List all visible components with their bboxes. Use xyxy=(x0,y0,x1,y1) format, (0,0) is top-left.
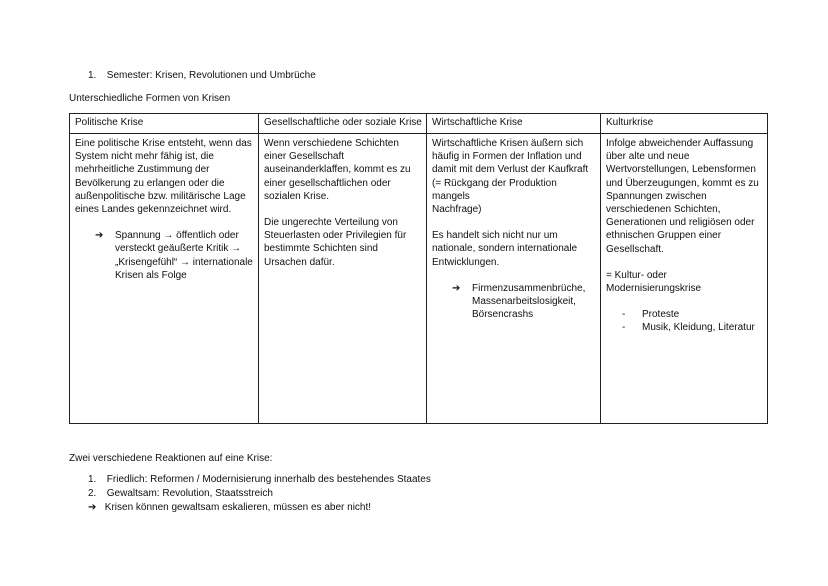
cultural-paragraph-2 xyxy=(606,269,763,295)
economic-paragraph-2 xyxy=(432,229,596,269)
list-item-text: Proteste xyxy=(642,309,680,321)
text-line: Börsencrashs xyxy=(472,309,534,321)
text-line: häufig in Formen der Inflation und xyxy=(432,151,582,163)
text-line: Massenarbeitslosigkeit, xyxy=(472,296,576,308)
cultural-dash-list xyxy=(606,308,763,334)
political-text xyxy=(75,137,254,216)
text-line: „Krisengefühl“ → internationale xyxy=(115,256,253,268)
text-line: damit mit dem Verlust der Kaufkraft xyxy=(432,164,589,176)
cell-cultural xyxy=(601,134,768,424)
text-line: außenpolitische bzw. militärische Lage xyxy=(75,190,246,202)
text-line: sozialen Krise. xyxy=(264,190,330,202)
social-paragraph-2 xyxy=(264,216,422,269)
text-line: Wenn verschiedene Schichten xyxy=(264,138,399,149)
dash-bullet: - xyxy=(622,322,626,334)
text-line: Entwicklungen. xyxy=(432,256,500,268)
text-line: auseinanderklaffen, kommt es zu xyxy=(264,164,411,176)
list-number: 2. xyxy=(88,488,97,499)
text-line: Generationen und religiösen oder xyxy=(606,217,755,229)
list-item-text: Gewaltsam: Revolution, Staatsstreich xyxy=(106,488,273,499)
list-number: 1. xyxy=(88,474,97,485)
text-line: Wertvorstellungen, Lebensformen xyxy=(606,164,756,176)
text-line: Infolge abweichender Auffassung xyxy=(606,138,754,149)
text-line: Gesellschaft. xyxy=(606,243,664,255)
text-line: (= Rückgang der Produktion mangels xyxy=(432,177,557,202)
cell-economic xyxy=(427,134,601,424)
text-line: Spannung → öffentlich oder xyxy=(115,230,239,242)
text-line: verschiedenen Schichten, xyxy=(606,204,721,216)
text-line: Ursachen dafür. xyxy=(264,256,335,268)
text-line: Bevölkerung zu erlangen oder die xyxy=(75,177,225,189)
arrow-icon: ➔ xyxy=(95,230,104,242)
header-cultural: Kulturkrise xyxy=(601,114,768,134)
text-line: einer Gesellschaft xyxy=(264,151,345,163)
header-political: Politische Krise xyxy=(70,114,259,134)
cell-political xyxy=(70,134,259,424)
text-line: ethnischen Gruppen einer xyxy=(606,230,722,242)
text-line: Firmenzusammenbrüche, xyxy=(472,282,586,294)
table-row xyxy=(70,134,768,424)
list-item xyxy=(606,321,763,334)
arrow-icon: ➔ xyxy=(452,282,461,294)
text-line: nationale, sondern internationale xyxy=(432,243,578,255)
reaction-item-2 xyxy=(88,488,273,499)
text-line: eines Landes gekennzeichnet wird. xyxy=(75,204,232,216)
list-item-text: Friedlich: Reformen / Modernisierung innerhalb des bestehendes Staates xyxy=(106,474,431,485)
header-economic: Wirtschaftliche Krise xyxy=(427,114,601,134)
subheading: Unterschiedliche Formen von Krisen xyxy=(69,93,231,104)
text-line: mehrheitliche Zustimmung der xyxy=(75,164,210,176)
heading-number: 1. xyxy=(88,70,97,81)
text-line: Eine politische Krise entsteht, wenn das xyxy=(75,138,252,149)
text-line: über alte und neue xyxy=(606,151,690,163)
political-arrow-item xyxy=(75,229,254,282)
text-line: Wirtschaftliche Krisen äußern sich xyxy=(432,138,584,149)
list-item-text: Krisen können gewaltsam eskalieren, müssen es aber nicht! xyxy=(104,502,372,513)
text-line: Modernisierungskrise xyxy=(606,283,702,295)
text-line: Steuerlasten oder Privilegien für xyxy=(264,230,407,242)
list-item-text: Musik, Kleidung, Literatur xyxy=(642,322,755,334)
arrow-icon: ➔ xyxy=(88,502,97,513)
text-line: einer gesellschaftlichen oder xyxy=(264,177,391,189)
text-line: Spannungen zwischen xyxy=(606,190,707,202)
text-line: = Kultur- oder xyxy=(606,269,667,281)
table-header-row xyxy=(70,114,768,134)
dash-bullet: - xyxy=(622,309,626,321)
text-line: versteckt geäußerte Kritik → xyxy=(115,243,242,255)
crisis-forms-table xyxy=(69,113,768,424)
reactions-intro: Zwei verschiedene Reaktionen auf eine Krise: xyxy=(69,453,273,464)
header-social: Gesellschaftliche oder soziale Krise xyxy=(259,114,427,134)
reaction-item-1 xyxy=(88,474,431,485)
cell-social xyxy=(259,134,427,424)
heading-text: Semester: Krisen, Revolutionen und Umbrüche xyxy=(106,70,316,81)
page-heading xyxy=(88,70,316,81)
text-line: Es handelt sich nicht nur um xyxy=(432,230,558,242)
text-line: System nicht mehr fähig ist, die xyxy=(75,151,214,163)
text-line: bestimmte Schichten sind xyxy=(264,243,378,255)
text-line: Die ungerechte Verteilung von xyxy=(264,217,398,229)
economic-arrow-item xyxy=(432,282,596,322)
text-line: Krisen als Folge xyxy=(115,269,187,281)
text-line: Nachfrage) xyxy=(432,204,482,216)
text-line: und Überzeugungen, kommt es zu xyxy=(606,177,759,189)
list-item xyxy=(606,308,763,321)
reaction-arrow-item xyxy=(88,502,371,513)
